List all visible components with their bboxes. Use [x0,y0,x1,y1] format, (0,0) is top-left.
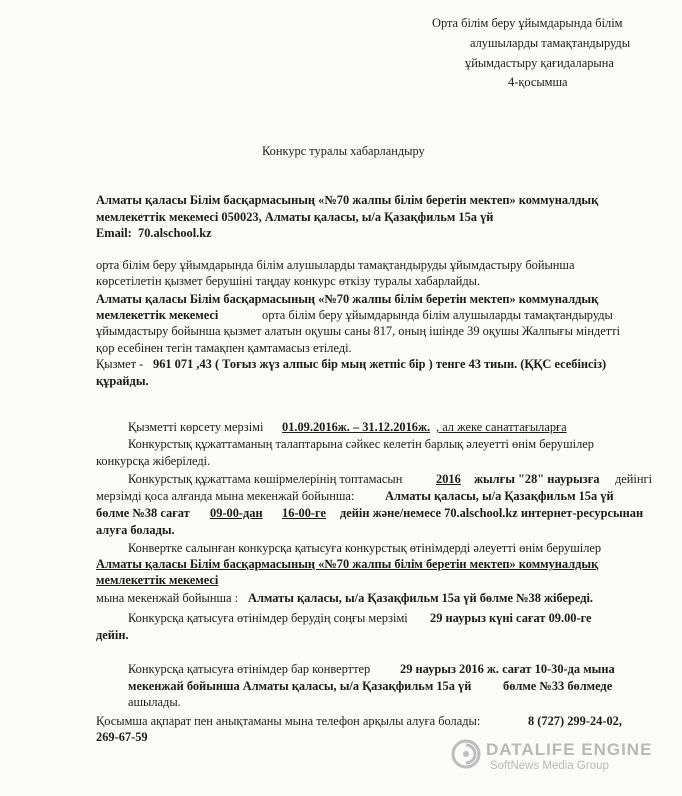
p3-line-1a: Қызмет - [96,357,144,371]
p10-line-1b: 8 (727) 299-24-02, [528,714,622,728]
p2-line-2: орта білім беру ұйымдарында білім алушыларды тамақтандыруды [262,308,613,322]
org-email-label: Email: [96,226,132,240]
p6-line-3b: 09-00-дан [210,506,263,520]
p9-line-1a: Конкурсқа қатысуға өтінімдер бар конверттер [128,662,371,676]
p4-text-c: , ал жеке санаттағыларға [436,420,567,434]
org-line-1: Алматы қаласы Білім басқармасының «№70 жалпы білім беретін мектеп» коммуналдық [96,193,599,207]
watermark-name: DATALIFE ENGINE [486,740,653,759]
p4-text-a: Қызметті көрсету мерзімі [128,420,264,434]
p6-line-2a: мерзімді қоса алғанда мына мекенжай бойынша: [96,489,355,503]
p6-line-1a: Конкурстық құжаттама көшірмелерінің топтамасын [128,472,403,486]
p6-line-1b: 2016 [436,472,461,486]
p10-line-2: 269-67-59 [96,730,148,744]
p7-line-3: мемлекеттік мекемесі [96,573,219,587]
p7-line-2: Алматы қаласы Білім басқармасының «№70 жалпы білім беретін мектеп» коммуналдық [96,557,599,571]
p9-line-2b: бөлме №33 бөлмеде [503,679,613,693]
p2-line-2-bold: мемлекеттік мекемесі [96,308,219,322]
org-line-2: мемлекеттік мекемесі 050023, Алматы қаласы, ы/а Қазақфильм 15а үй [96,210,494,224]
p7-line-1: Конвертке салынған конкурсқа қатысуға конкурстық өтінімдерді әлеуетті өнім берушілер [128,541,602,555]
p8-line-1b: 29 наурыз күні сағат 09.00-ге [430,611,592,625]
p2-line-4: қор есебінен тегін тамақпен қамтамасыз етіледі. [96,341,352,355]
p8-line-2: дейін. [96,628,129,642]
p3-line-2: құрайды. [96,374,149,388]
p9-line-1b: 29 наурыз 2016 ж. сағат 10-30-да мына [400,662,615,676]
header-line-2: алушыларды тамақтандыруды [470,36,631,50]
header-line-1: Орта білім беру ұйымдарында білім [432,16,623,30]
p5-line-2: конкурсқа жіберіледі. [96,454,211,468]
watermark-logo [450,736,670,780]
watermark-sub: SoftNews Media Group [490,760,609,772]
p6-line-3a: бөлме №38 сағат [96,506,190,520]
p1-line-1: орта білім беру ұйымдарында білім алушыларды тамақтандыруды ұйымдастыру бойынша [96,258,575,272]
p9-line-3: ашылады. [128,695,181,709]
p6-line-1d: дейінгі [615,472,653,486]
p5-line-1: Конкурстық құжаттаманың талаптарына сәйкес келетін барлық әлеуетті өнім берушілер [128,437,594,451]
header-line-3: ұйымдастыру қағидаларына [465,56,614,70]
p6-line-4: алуға болады. [96,523,175,537]
p1-line-2: көрсетілетін қызмет берушіні таңдау конкурс өткізу туралы хабарлайды. [96,274,481,288]
org-email-value[interactable]: 70.alschool.kz [138,226,212,240]
p4-period: 01.09.2016ж. – 31.12.2016ж. [282,420,431,434]
p7-line-4a: мына мекенжай бойынша : [96,591,239,605]
p3-line-1b: 961 071 ,43 ( Тоғыз жүз алпыс бір мың жетпіс бір ) тенге 43 тиын. (ҚҚС есебінсіз) [153,357,607,371]
p10-line-1a: Қосымша ақпарат пен анықтаманы мына телефон арқылы алуға болады: [96,714,481,728]
p8-line-1a: Конкурсқа қатысуға өтінімдер берудің соңғы мерзімі [128,611,408,625]
p6-line-1c: жылғы "28" наурызға [474,472,600,486]
p6-line-3c: 16-00-ге [282,506,326,520]
p6-line-2b: Алматы қаласы, ы/а Қазақфильм 15а үй [385,489,614,503]
document-title: Конкурс туралы хабарландыру [262,144,425,158]
p9-line-2a: мекенжай бойынша Алматы қаласы, ы/а Қазақфильм 15а үй [128,679,472,693]
header-line-4: 4-қосымша [508,75,568,89]
p7-line-4b: Алматы қаласы, ы/а Қазақфильм 15а үй бөлме №38 жібереді. [248,591,594,605]
p2-line-1: Алматы қаласы Білім басқармасының «№70 жалпы білім беретін мектеп» коммуналдық [96,292,599,306]
p6-line-3d: дейін және/немесе 70.alschool.kz интернет-ресурсынан [340,506,644,520]
datalife-logo-icon [450,738,482,770]
p2-line-3: ұйымдастыру бойынша қызмет алатын оқушы саны 817, оның ішінде 39 оқушы Жалпығы міндетті [96,324,621,338]
